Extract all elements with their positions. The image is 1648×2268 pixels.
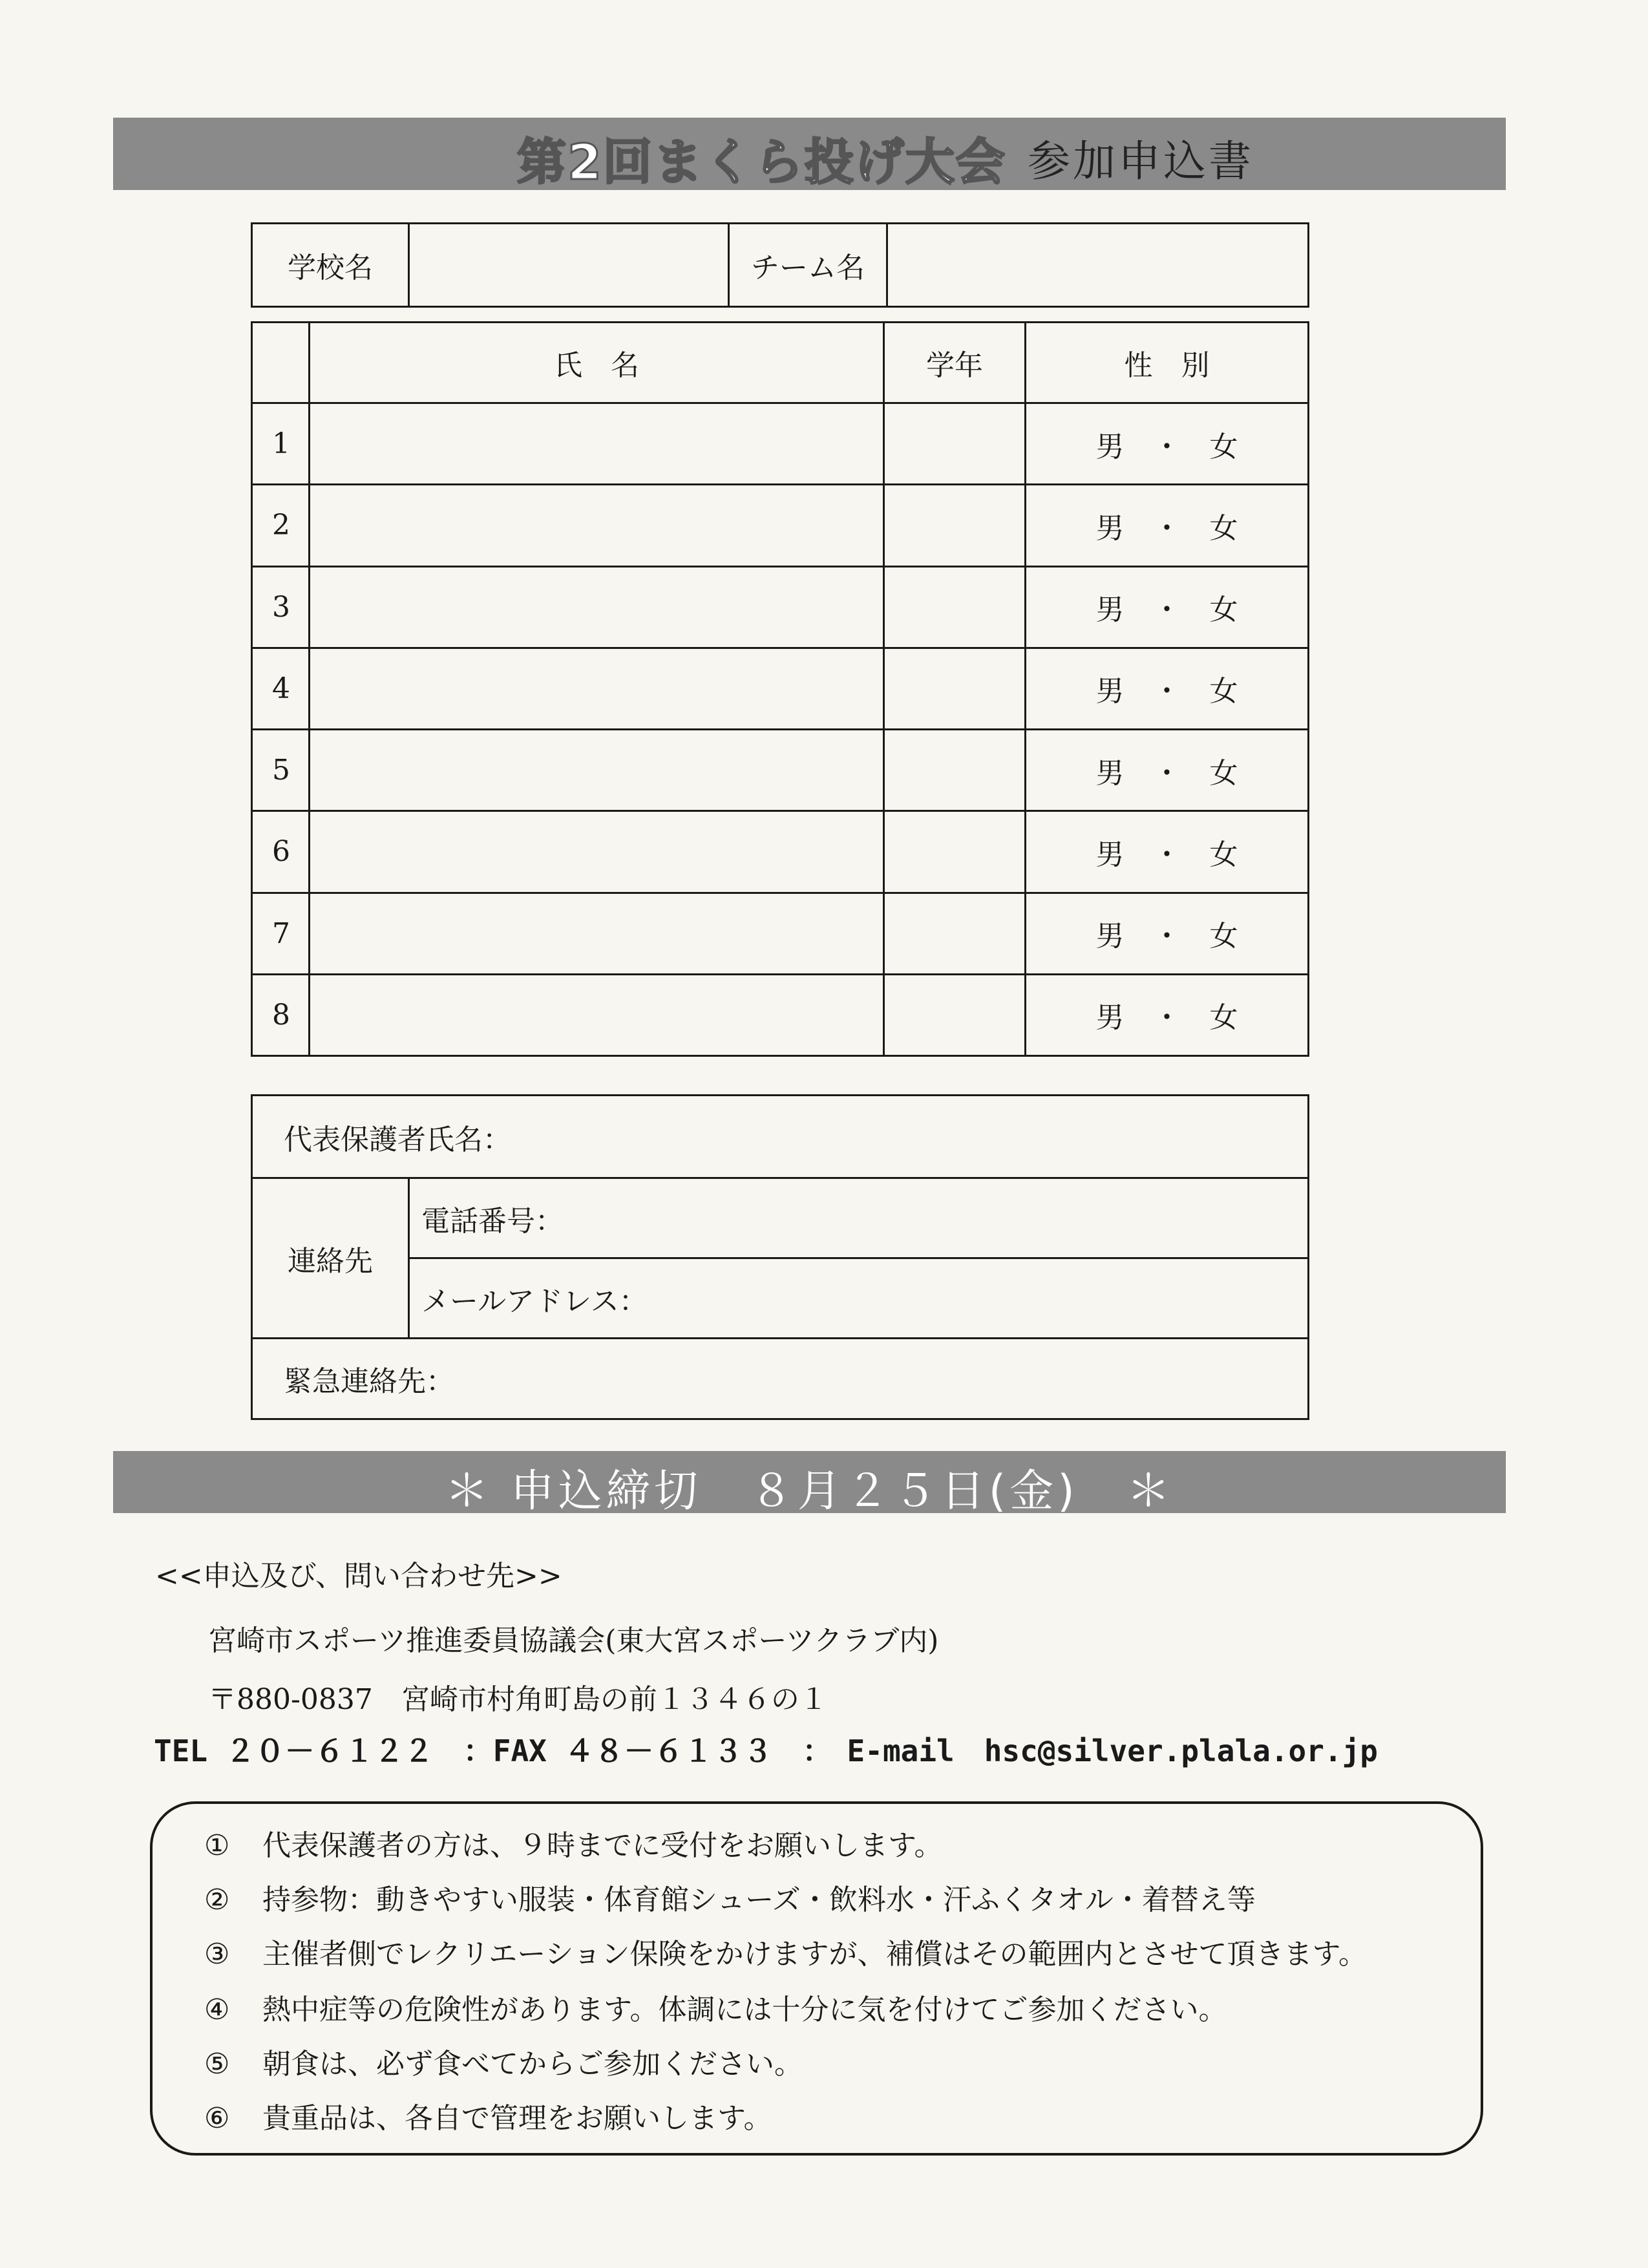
row-number: 8: [252, 974, 310, 1055]
row-number: 2: [252, 485, 310, 566]
table-row: [252, 730, 1309, 811]
note-text: 代表保護者の方は、９時までに受付をお願いします。: [262, 1829, 943, 1862]
note-text: 主催者側でレクリエーション保険をかけますが、補償はその範囲内とさせて頂きます。: [262, 1938, 1367, 1971]
list-item: [204, 2040, 803, 2082]
gender-choice[interactable]: 男 ・ 女: [1026, 811, 1309, 893]
gender-choice[interactable]: 男 ・ 女: [1026, 485, 1309, 566]
page-title: 第2回まくら投げ大会: [517, 133, 1006, 191]
note-text: 貴重品は、各自で管理をお願いします。: [262, 2102, 772, 2135]
roster-name-header: 氏 名: [310, 323, 884, 403]
roster-header-row: [252, 323, 1309, 403]
deadline-banner: [113, 1451, 1506, 1517]
table-row: [252, 485, 1309, 566]
list-item: [204, 1931, 1367, 1972]
row-number: 7: [252, 893, 310, 974]
participant-grade-field[interactable]: [884, 403, 1026, 485]
row-number: 5: [252, 730, 310, 811]
participant-grade-field[interactable]: [884, 648, 1026, 729]
school-team-table: [251, 222, 1309, 308]
participant-name-field[interactable]: [310, 648, 884, 729]
participant-grade-field[interactable]: [884, 811, 1026, 893]
participant-name-field[interactable]: [310, 730, 884, 811]
participant-grade-field[interactable]: [884, 566, 1026, 648]
gender-choice[interactable]: 男 ・ 女: [1026, 566, 1309, 648]
page-subtitle: 参加申込書: [1028, 136, 1254, 186]
participant-name-field[interactable]: [310, 566, 884, 648]
note-mark: ④: [204, 1993, 230, 2026]
table-row: [252, 566, 1309, 648]
emergency-contact-field[interactable]: 緊急連絡先：: [252, 1339, 1309, 1419]
school-name-field[interactable]: [409, 224, 729, 307]
note-mark: ⑥: [204, 2102, 230, 2135]
list-item: [204, 2095, 772, 2136]
gender-choice[interactable]: 男 ・ 女: [1026, 893, 1309, 974]
table-row: [252, 974, 1309, 1055]
gender-choice[interactable]: 男 ・ 女: [1026, 730, 1309, 811]
participant-name-field[interactable]: [310, 485, 884, 566]
participant-name-field[interactable]: [310, 403, 884, 485]
roster-gender-header: 性 別: [1026, 323, 1309, 403]
participant-grade-field[interactable]: [884, 485, 1026, 566]
roster-grade-header: 学年: [884, 323, 1026, 403]
table-row: [252, 811, 1309, 893]
notes-box: [150, 1801, 1483, 2156]
list-item: [204, 1986, 1227, 2028]
list-item: [204, 1876, 1256, 1918]
roster-table: [251, 321, 1309, 1057]
note-text: 熱中症等の危険性があります。体調には十分に気を付けてご参加ください。: [262, 1993, 1227, 2026]
note-mark: ①: [204, 1829, 230, 1862]
table-row: [252, 403, 1309, 485]
team-name-field[interactable]: [887, 224, 1309, 307]
participant-name-field[interactable]: [310, 893, 884, 974]
title-banner: [113, 118, 1506, 190]
list-item: [204, 1822, 942, 1863]
email-address-field[interactable]: メールアドレス：: [409, 1258, 1309, 1339]
gender-choice[interactable]: 男 ・ 女: [1026, 648, 1309, 729]
gender-choice[interactable]: 男 ・ 女: [1026, 403, 1309, 485]
participant-grade-field[interactable]: [884, 730, 1026, 811]
participant-grade-field[interactable]: [884, 893, 1026, 974]
note-mark: ③: [204, 1938, 230, 1971]
school-label: 学校名: [252, 224, 409, 307]
phone-number-field[interactable]: 電話番号：: [409, 1178, 1309, 1258]
contact-label: 連絡先: [252, 1178, 409, 1339]
roster-number-header: [252, 323, 310, 403]
row-number: 1: [252, 403, 310, 485]
participant-grade-field[interactable]: [884, 974, 1026, 1055]
row-number: 4: [252, 648, 310, 729]
team-label: チーム名: [729, 224, 887, 307]
note-mark: ②: [204, 1883, 230, 1916]
note-text: 持参物：動きやすい服装・体育館シューズ・飲料水・汗ふくタオル・着替え等: [262, 1883, 1256, 1916]
guardian-contact-table: [251, 1094, 1309, 1420]
organization-name: 宮崎市スポーツ推進委員協議会(東大宮スポーツクラブ内): [208, 1624, 939, 1657]
row-number: 6: [252, 811, 310, 893]
deadline-text: ＊ 申込締切 ８月２５日(金) ＊: [445, 1466, 1174, 1517]
row-number: 3: [252, 566, 310, 648]
organization-address: 〒880-0837 宮崎市村角町島の前１３４６の１: [208, 1683, 828, 1716]
table-row: [252, 893, 1309, 974]
gender-choice[interactable]: 男 ・ 女: [1026, 974, 1309, 1055]
guardian-name-field[interactable]: 代表保護者氏名：: [252, 1096, 1309, 1178]
participant-name-field[interactable]: [310, 974, 884, 1055]
note-mark: ⑤: [204, 2048, 230, 2081]
tel-fax-email-line: TEL ２０－６１２２ ：FAX ４８－６１３３ ： E-mail hsc@silver.plala.or.jp: [154, 1733, 1378, 1768]
table-row: [252, 648, 1309, 729]
note-text: 朝食は、必ず食べてからご参加ください。: [262, 2048, 803, 2081]
participant-name-field[interactable]: [310, 811, 884, 893]
inquiry-heading: <<申込及び、問い合わせ先>>: [155, 1560, 562, 1593]
